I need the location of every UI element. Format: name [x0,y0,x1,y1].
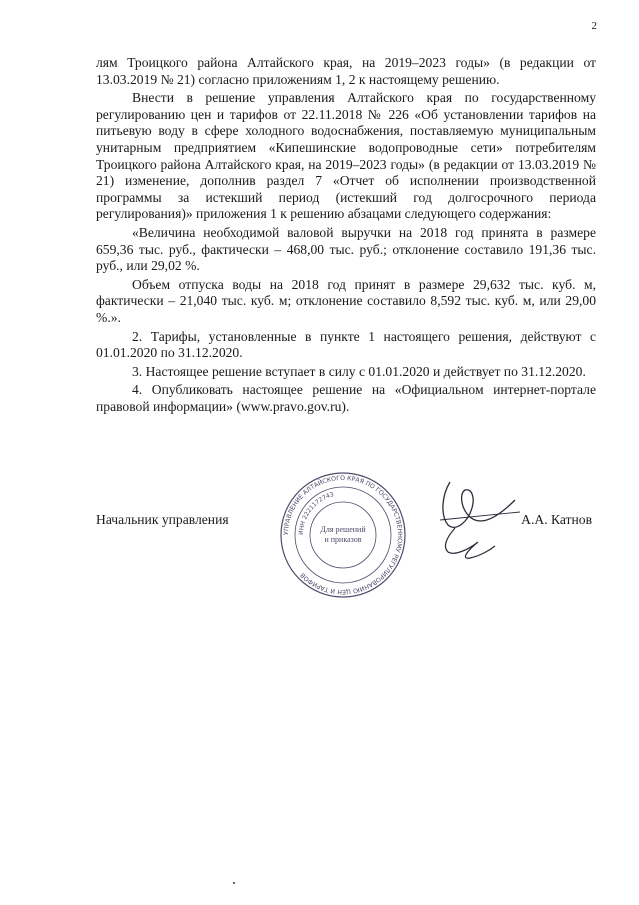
seal-inn-text: ИНН 2221172743 [297,491,335,536]
signatory-title: Начальник управления [96,512,229,527]
paragraph-continuation: лям Троицкого района Алтайского края, на 2019–2023 годы» (в редакции от 13.03.2019 № 21) согласно приложениям 1, 2 к настоящему решению. [96,55,596,87]
seal-center-line1: Для решений [320,525,366,534]
seal-outer-text: УПРАВЛЕНИЕ АЛТАЙСКОГО КРАЯ ПО ГОСУДАРСТВЕННОМУ РЕГУЛИРОВАНИЮ ЦЕН И ТАРИФОВ [282,474,404,596]
signatory-name: А.А. Катнов [521,512,592,527]
handwritten-signature [420,470,530,570]
paragraph-amendment: Внести в решение управления Алтайского края по государственному регулированию цен и тарифов от 22.11.2018 № 226 «Об установлении тарифов на питьевую воду в сфере холодного водоснабжения, поставляемую муниципальным унитарным предприятием «Кипешинские водопроводные сети» потребителям Троицкого района Алтайского края, на 2019–2023 годы» (в редакции от 13.03.2019 № 21) изменение, дополнив раздел 7 «Отчет об исполнении производственной программы за истекший период (истекший год долгосрочного периода регулирования)» приложения 1 к решению абзацами следующего содержания: [96,90,596,222]
stray-mark [233,882,235,884]
seal-center-line2: и приказов [324,535,362,544]
paragraph-item-3: 3. Настоящее решение вступает в силу с 01.01.2020 и действует по 31.12.2020. [132,363,586,379]
paragraph-item-2: 2. Тарифы, установленные в пункте 1 настоящего решения, действуют с 01.01.2020 по 31.12.2020. [96,328,596,361]
page-number: 2 [591,20,597,32]
official-seal [278,470,408,600]
document-body [96,55,596,417]
paragraph-item-4: 4. Опубликовать настоящее решение на «Официальном интернет-портале правовой информации» (www.pravo.gov.ru). [96,382,596,414]
paragraph-revenue: «Величина необходимой валовой выручки на 2018 год принята в размере 659,36 тыс. руб., фактически – 468,00 тыс. руб.; отклонение составило 191,36 тыс. руб., или 29,02 %. [96,224,596,274]
paragraph-volume: Объем отпуска воды на 2018 год принят в размере 29,632 тыс. куб. м, фактически – 21,040 тыс. куб. м; отклонение составило 8,592 тыс. куб. м, или 29,00 %.». [96,276,596,325]
